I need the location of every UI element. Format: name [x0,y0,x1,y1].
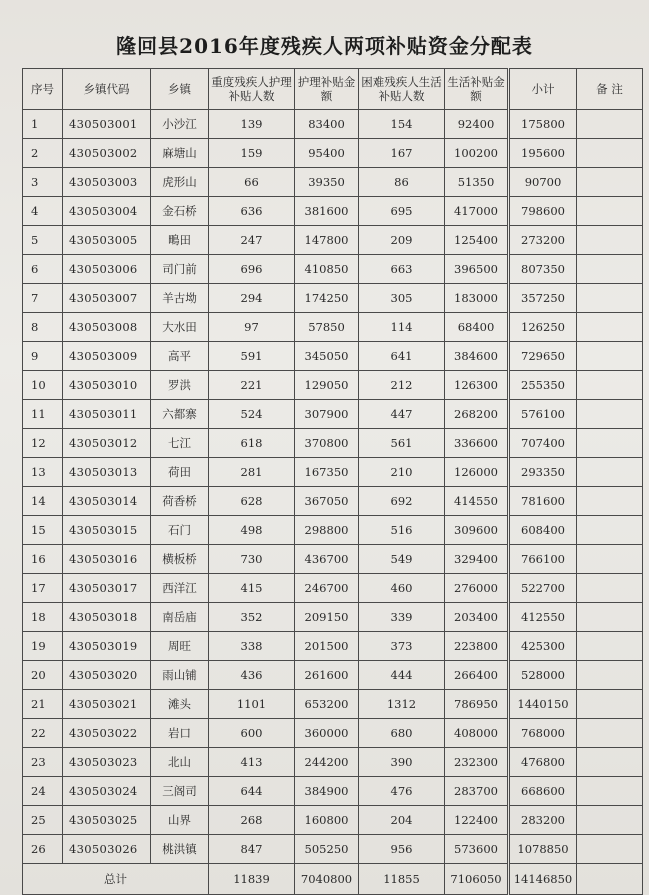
town-cell: 羊古坳 [151,284,209,313]
remark-cell [577,835,643,864]
poor-count-cell: 695 [359,197,445,226]
town-cell: 虎形山 [151,168,209,197]
care-amount-cell: 209150 [295,603,359,632]
town-cell: 司门前 [151,255,209,284]
severe-count-cell: 352 [209,603,295,632]
town-cell: 周旺 [151,632,209,661]
subtotal-cell: 729650 [509,342,577,371]
seq-cell: 5 [23,226,63,255]
seq-cell: 19 [23,632,63,661]
total-poor-count: 11855 [359,864,445,895]
table-row [23,400,643,429]
severe-count-cell: 524 [209,400,295,429]
poor-count-cell: 1312 [359,690,445,719]
poor-count-cell: 692 [359,487,445,516]
seq-cell: 1 [23,110,63,139]
care-amount-cell: 39350 [295,168,359,197]
care-amount-cell: 298800 [295,516,359,545]
remark-cell [577,226,643,255]
code-cell: 430503005 [63,226,151,255]
severe-count-cell: 268 [209,806,295,835]
poor-count-cell: 956 [359,835,445,864]
care-amount-cell: 653200 [295,690,359,719]
care-amount-cell: 410850 [295,255,359,284]
header-code: 乡镇代码 [63,69,151,110]
table-row [23,661,643,690]
table-row [23,429,643,458]
care-amount-cell: 360000 [295,719,359,748]
subtotal-cell: 126250 [509,313,577,342]
living-amount-cell: 786950 [445,690,509,719]
living-amount-cell: 100200 [445,139,509,168]
living-amount-cell: 417000 [445,197,509,226]
town-cell: 罗洪 [151,371,209,400]
remark-cell [577,806,643,835]
living-amount-cell: 573600 [445,835,509,864]
remark-cell [577,719,643,748]
town-cell: 横板桥 [151,545,209,574]
subtotal-cell: 283200 [509,806,577,835]
seq-cell: 15 [23,516,63,545]
table-row [23,574,643,603]
total-label: 总计 [23,864,209,895]
living-amount-cell: 336600 [445,429,509,458]
table-row [23,777,643,806]
living-amount-cell: 384600 [445,342,509,371]
subtotal-cell: 255350 [509,371,577,400]
remark-cell [577,284,643,313]
living-amount-cell: 92400 [445,110,509,139]
living-amount-cell: 329400 [445,545,509,574]
table-row [23,371,643,400]
header-living-amount: 生活补贴金 额 [445,69,509,110]
remark-cell [577,371,643,400]
town-cell: 麻塘山 [151,139,209,168]
table-row [23,545,643,574]
subtotal-cell: 1440150 [509,690,577,719]
seq-cell: 22 [23,719,63,748]
header-seq: 序号 [23,69,63,110]
seq-cell: 20 [23,661,63,690]
living-amount-cell: 203400 [445,603,509,632]
care-amount-cell: 147800 [295,226,359,255]
severe-count-cell: 636 [209,197,295,226]
seq-cell: 7 [23,284,63,313]
remark-cell [577,400,643,429]
care-amount-cell: 83400 [295,110,359,139]
severe-count-cell: 847 [209,835,295,864]
subtotal-cell: 798600 [509,197,577,226]
seq-cell: 17 [23,574,63,603]
table-row [23,806,643,835]
code-cell: 430503006 [63,255,151,284]
seq-cell: 18 [23,603,63,632]
care-amount-cell: 129050 [295,371,359,400]
remark-cell [577,168,643,197]
subtotal-cell: 528000 [509,661,577,690]
care-amount-cell: 384900 [295,777,359,806]
table-body [23,110,643,864]
total-care-amount: 7040800 [295,864,359,895]
remark-cell [577,603,643,632]
remark-cell [577,139,643,168]
seq-cell: 9 [23,342,63,371]
living-amount-cell: 283700 [445,777,509,806]
poor-count-cell: 516 [359,516,445,545]
living-amount-cell: 223800 [445,632,509,661]
living-amount-cell: 408000 [445,719,509,748]
subtotal-cell: 668600 [509,777,577,806]
poor-count-cell: 641 [359,342,445,371]
seq-cell: 3 [23,168,63,197]
remark-cell [577,197,643,226]
code-cell: 430503021 [63,690,151,719]
header-subtotal: 小计 [509,69,577,110]
poor-count-cell: 373 [359,632,445,661]
poor-count-cell: 549 [359,545,445,574]
poor-count-cell: 210 [359,458,445,487]
town-cell: 滩头 [151,690,209,719]
table-row [23,226,643,255]
town-cell: 山界 [151,806,209,835]
poor-count-cell: 209 [359,226,445,255]
town-cell: 桃洪镇 [151,835,209,864]
severe-count-cell: 644 [209,777,295,806]
total-remark [577,864,643,895]
poor-count-cell: 154 [359,110,445,139]
seq-cell: 26 [23,835,63,864]
living-amount-cell: 309600 [445,516,509,545]
table-row [23,255,643,284]
living-amount-cell: 232300 [445,748,509,777]
seq-cell: 4 [23,197,63,226]
table-row [23,719,643,748]
table-row [23,458,643,487]
care-amount-cell: 307900 [295,400,359,429]
table-row [23,197,643,226]
severe-count-cell: 281 [209,458,295,487]
header-town: 乡镇 [151,69,209,110]
severe-count-cell: 696 [209,255,295,284]
town-cell: 三阁司 [151,777,209,806]
total-row [23,864,643,895]
remark-cell [577,661,643,690]
seq-cell: 12 [23,429,63,458]
remark-cell [577,690,643,719]
table-row [23,313,643,342]
severe-count-cell: 139 [209,110,295,139]
poor-count-cell: 114 [359,313,445,342]
town-cell: 荷田 [151,458,209,487]
care-amount-cell: 160800 [295,806,359,835]
poor-count-cell: 305 [359,284,445,313]
code-cell: 430503012 [63,429,151,458]
code-cell: 430503025 [63,806,151,835]
remark-cell [577,313,643,342]
severe-count-cell: 66 [209,168,295,197]
subtotal-cell: 273200 [509,226,577,255]
poor-count-cell: 460 [359,574,445,603]
code-cell: 430503007 [63,284,151,313]
seq-cell: 11 [23,400,63,429]
remark-cell [577,110,643,139]
poor-count-cell: 167 [359,139,445,168]
code-cell: 430503016 [63,545,151,574]
living-amount-cell: 125400 [445,226,509,255]
subtotal-cell: 807350 [509,255,577,284]
code-cell: 430503004 [63,197,151,226]
table-row [23,487,643,516]
subtotal-cell: 522700 [509,574,577,603]
poor-count-cell: 339 [359,603,445,632]
care-amount-cell: 436700 [295,545,359,574]
severe-count-cell: 247 [209,226,295,255]
table-row [23,139,643,168]
care-amount-cell: 345050 [295,342,359,371]
code-cell: 430503013 [63,458,151,487]
care-amount-cell: 167350 [295,458,359,487]
table-row [23,342,643,371]
town-cell: 北山 [151,748,209,777]
remark-cell [577,516,643,545]
care-amount-cell: 246700 [295,574,359,603]
remark-cell [577,574,643,603]
living-amount-cell: 122400 [445,806,509,835]
care-amount-cell: 244200 [295,748,359,777]
care-amount-cell: 381600 [295,197,359,226]
seq-cell: 21 [23,690,63,719]
header-severe-count: 重度残疾人护理补贴人数 [209,69,295,110]
town-cell: 小沙江 [151,110,209,139]
town-cell: 鴫田 [151,226,209,255]
code-cell: 430503010 [63,371,151,400]
subtotal-cell: 90700 [509,168,577,197]
code-cell: 430503011 [63,400,151,429]
code-cell: 430503022 [63,719,151,748]
subtotal-cell: 576100 [509,400,577,429]
remark-cell [577,545,643,574]
living-amount-cell: 183000 [445,284,509,313]
subtotal-cell: 425300 [509,632,577,661]
living-amount-cell: 276000 [445,574,509,603]
seq-cell: 25 [23,806,63,835]
living-amount-cell: 51350 [445,168,509,197]
code-cell: 430503008 [63,313,151,342]
living-amount-cell: 126300 [445,371,509,400]
living-amount-cell: 268200 [445,400,509,429]
town-cell: 金石桥 [151,197,209,226]
seq-cell: 8 [23,313,63,342]
allocation-table [22,68,643,895]
subtotal-cell: 293350 [509,458,577,487]
town-cell: 六都寨 [151,400,209,429]
severe-count-cell: 294 [209,284,295,313]
care-amount-cell: 174250 [295,284,359,313]
care-amount-cell: 95400 [295,139,359,168]
remark-cell [577,342,643,371]
living-amount-cell: 414550 [445,487,509,516]
subtotal-cell: 1078850 [509,835,577,864]
care-amount-cell: 201500 [295,632,359,661]
care-amount-cell: 57850 [295,313,359,342]
code-cell: 430503014 [63,487,151,516]
code-cell: 430503018 [63,603,151,632]
seq-cell: 14 [23,487,63,516]
table-row [23,835,643,864]
code-cell: 430503015 [63,516,151,545]
code-cell: 430503026 [63,835,151,864]
remark-cell [577,255,643,284]
subtotal-cell: 707400 [509,429,577,458]
subtotal-cell: 608400 [509,516,577,545]
page-title: 隆回县2016年度残疾人两项补贴资金分配表 [116,34,533,58]
severe-count-cell: 436 [209,661,295,690]
seq-cell: 23 [23,748,63,777]
severe-count-cell: 730 [209,545,295,574]
poor-count-cell: 663 [359,255,445,284]
code-cell: 430503001 [63,110,151,139]
code-cell: 430503009 [63,342,151,371]
poor-count-cell: 390 [359,748,445,777]
poor-count-cell: 680 [359,719,445,748]
poor-count-cell: 212 [359,371,445,400]
living-amount-cell: 126000 [445,458,509,487]
remark-cell [577,429,643,458]
severe-count-cell: 415 [209,574,295,603]
severe-count-cell: 600 [209,719,295,748]
subtotal-cell: 768000 [509,719,577,748]
table-row [23,632,643,661]
care-amount-cell: 505250 [295,835,359,864]
town-cell: 荷香桥 [151,487,209,516]
poor-count-cell: 476 [359,777,445,806]
severe-count-cell: 591 [209,342,295,371]
severe-count-cell: 338 [209,632,295,661]
severe-count-cell: 159 [209,139,295,168]
town-cell: 石门 [151,516,209,545]
table-row [23,168,643,197]
table-row [23,690,643,719]
subtotal-cell: 766100 [509,545,577,574]
code-cell: 430503024 [63,777,151,806]
poor-count-cell: 447 [359,400,445,429]
town-cell: 大水田 [151,313,209,342]
living-amount-cell: 266400 [445,661,509,690]
town-cell: 高平 [151,342,209,371]
code-cell: 430503023 [63,748,151,777]
remark-cell [577,632,643,661]
severe-count-cell: 97 [209,313,295,342]
table-row [23,603,643,632]
severe-count-cell: 628 [209,487,295,516]
table-header-row [23,69,643,110]
town-cell: 岩口 [151,719,209,748]
living-amount-cell: 396500 [445,255,509,284]
table-row [23,748,643,777]
remark-cell [577,748,643,777]
subtotal-cell: 476800 [509,748,577,777]
seq-cell: 6 [23,255,63,284]
town-cell: 七江 [151,429,209,458]
total-subtotal: 14146850 [509,864,577,895]
code-cell: 430503017 [63,574,151,603]
care-amount-cell: 367050 [295,487,359,516]
subtotal-cell: 357250 [509,284,577,313]
table-row [23,110,643,139]
town-cell: 南岳庙 [151,603,209,632]
seq-cell: 2 [23,139,63,168]
living-amount-cell: 68400 [445,313,509,342]
poor-count-cell: 204 [359,806,445,835]
town-cell: 雨山铺 [151,661,209,690]
severe-count-cell: 1101 [209,690,295,719]
severe-count-cell: 618 [209,429,295,458]
subtotal-cell: 195600 [509,139,577,168]
poor-count-cell: 444 [359,661,445,690]
code-cell: 430503003 [63,168,151,197]
header-care-amount: 护理补贴金 额 [295,69,359,110]
severe-count-cell: 413 [209,748,295,777]
code-cell: 430503020 [63,661,151,690]
town-cell: 西洋江 [151,574,209,603]
care-amount-cell: 370800 [295,429,359,458]
seq-cell: 13 [23,458,63,487]
poor-count-cell: 86 [359,168,445,197]
header-poor-count: 困难残疾人生活补贴人数 [359,69,445,110]
remark-cell [577,777,643,806]
table-row [23,516,643,545]
severe-count-cell: 498 [209,516,295,545]
seq-cell: 24 [23,777,63,806]
subtotal-cell: 412550 [509,603,577,632]
seq-cell: 16 [23,545,63,574]
remark-cell [577,487,643,516]
total-severe-count: 11839 [209,864,295,895]
poor-count-cell: 561 [359,429,445,458]
seq-cell: 10 [23,371,63,400]
total-living-amount: 7106050 [445,864,509,895]
remark-cell [577,458,643,487]
care-amount-cell: 261600 [295,661,359,690]
header-remark: 备 注 [577,69,643,110]
code-cell: 430503002 [63,139,151,168]
table-row [23,284,643,313]
code-cell: 430503019 [63,632,151,661]
severe-count-cell: 221 [209,371,295,400]
subtotal-cell: 175800 [509,110,577,139]
subtotal-cell: 781600 [509,487,577,516]
